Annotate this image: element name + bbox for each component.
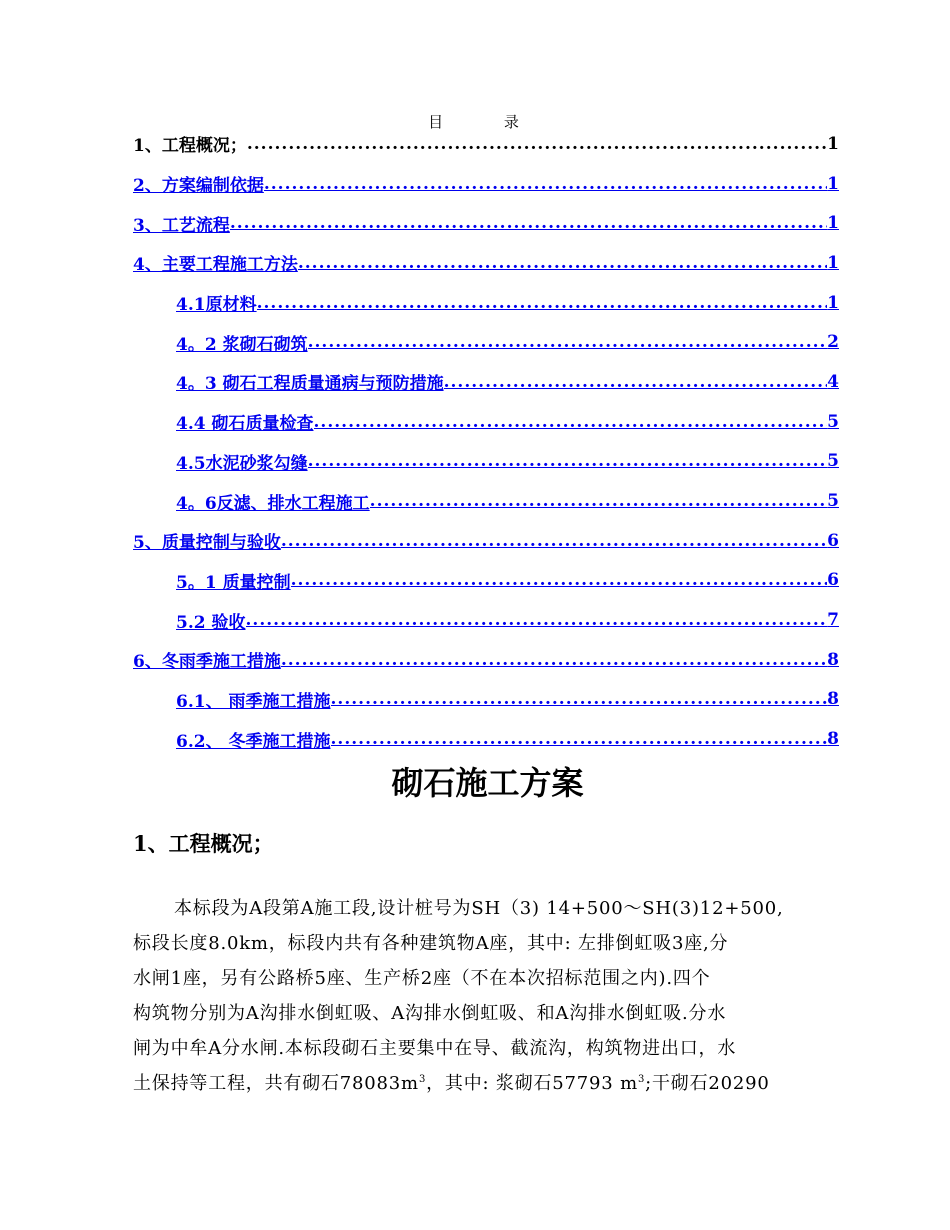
toc-entry-label: 2、方案编制依据 xyxy=(133,176,264,197)
toc-entry-page: 1 xyxy=(827,292,839,313)
toc-dot-leader xyxy=(444,372,828,392)
paragraph-text: ，其中: 浆砌石57793 m xyxy=(426,1073,638,1094)
toc-entry-page: 1 xyxy=(827,213,839,234)
toc-entry-6-1[interactable] xyxy=(133,680,839,720)
toc-dot-leader xyxy=(246,610,828,630)
toc-entry-label: 6.2、 冬季施工措施 xyxy=(176,731,331,752)
toc-entry-label: 4。3 砌石工程质量通病与预防措施 xyxy=(176,374,444,395)
section-heading-overview: 1、工程概况； xyxy=(133,831,274,856)
paragraph-line-last xyxy=(133,1066,843,1101)
paragraph-text: 土保持等工程，共有砌石78083m xyxy=(133,1073,419,1094)
toc-entry-label: 3、工艺流程 xyxy=(133,215,230,236)
toc-entry-page: 4 xyxy=(827,371,839,392)
toc-dot-leader xyxy=(230,213,827,233)
toc-dot-leader xyxy=(331,729,828,749)
toc-entry-label: 4。2 浆砌石砌筑 xyxy=(176,334,308,355)
toc-entry-6-2[interactable] xyxy=(133,719,839,759)
toc-entry-4-3[interactable] xyxy=(133,362,839,402)
toc-dot-leader xyxy=(370,491,827,511)
toc-entry-page: 5 xyxy=(827,411,839,432)
toc-entry-6[interactable] xyxy=(133,640,839,680)
toc-entry-page: 7 xyxy=(827,610,839,631)
toc-entry-5-1[interactable] xyxy=(133,561,839,601)
toc-entry-label: 5。1 质量控制 xyxy=(176,572,291,593)
toc-entry-1[interactable] xyxy=(133,124,839,164)
toc-entry-page: 2 xyxy=(827,332,839,353)
toc-entry-5[interactable] xyxy=(133,521,839,561)
toc-entry-4-5[interactable] xyxy=(133,442,839,482)
paragraph-text: ;干砌石20290 xyxy=(645,1073,770,1094)
overview-paragraph xyxy=(133,891,843,1101)
toc-entry-4[interactable] xyxy=(133,243,839,283)
toc-entry-4-2[interactable] xyxy=(133,322,839,362)
toc-entry-page: 6 xyxy=(827,570,839,591)
toc-entry-page: 5 xyxy=(827,451,839,472)
toc-dot-leader xyxy=(331,689,828,709)
toc-entry-label: 4。6反滤、排水工程施工 xyxy=(176,493,370,514)
toc-entry-label: 5、质量控制与验收 xyxy=(133,533,281,554)
toc-entry-label: 5.2 验收 xyxy=(176,612,246,633)
toc-entry-page: 8 xyxy=(827,689,839,710)
toc-entry-page: 1 xyxy=(827,252,839,273)
toc-dot-leader xyxy=(298,253,827,273)
toc-entry-3[interactable] xyxy=(133,203,839,243)
toc-entry-page: 8 xyxy=(827,649,839,670)
paragraph-line: 标段长度8.0km，标段内共有各种建筑物A座，其中: 左排倒虹吸3座,分 xyxy=(133,933,729,954)
toc-entry-5-2[interactable] xyxy=(133,600,839,640)
toc-entry-page: 1 xyxy=(827,133,839,154)
toc-entry-2[interactable] xyxy=(133,164,839,204)
toc-entry-label: 4.4 砌石质量检查 xyxy=(176,414,314,435)
paragraph-line: 构筑物分别为A沟排水倒虹吸、A沟排水倒虹吸、和A沟排水倒虹吸.分水 xyxy=(133,1003,727,1024)
toc-dot-leader xyxy=(308,451,828,471)
toc-entry-4-4[interactable] xyxy=(133,402,839,442)
paragraph-line: 本标段为A段第A施工段,设计桩号为SH（3) 14+500～SH(3)12+500, xyxy=(174,898,784,919)
toc-entry-label: 4、主要工程施工方法 xyxy=(133,255,298,276)
toc-entry-label: 4.5水泥砂浆勾缝 xyxy=(176,453,308,474)
toc-entry-label: 4.1原材料 xyxy=(176,295,257,316)
toc-dot-leader xyxy=(291,570,828,590)
toc-entry-label: 6、冬雨季施工措施 xyxy=(133,652,281,673)
paragraph-line: 闸为中牟A分水闸.本标段砌石主要集中在导、截流沟，构筑物进出口，水 xyxy=(133,1038,737,1059)
toc-title: 目 录 xyxy=(428,113,547,131)
toc-dot-leader xyxy=(257,293,828,313)
toc-dot-leader xyxy=(264,174,827,194)
toc-entry-page: 8 xyxy=(827,729,839,750)
toc-entry-label: 6.1、 雨季施工措施 xyxy=(176,691,331,712)
toc-entry-page: 1 xyxy=(827,173,839,194)
toc-dot-leader xyxy=(281,531,827,551)
document-title: 砌石施工方案 xyxy=(391,764,584,802)
toc-dot-leader xyxy=(281,650,827,670)
toc-entry-page: 6 xyxy=(827,530,839,551)
toc-entry-4-1[interactable] xyxy=(133,283,839,323)
superscript: 3 xyxy=(637,1074,646,1085)
toc-dot-leader xyxy=(314,412,828,432)
toc-dot-leader xyxy=(308,332,828,352)
paragraph-line: 水闸1座，另有公路桥5座、生产桥2座（不在本次招标范围之内).四个 xyxy=(133,968,711,989)
toc-entry-page: 5 xyxy=(827,491,839,512)
superscript: 3 xyxy=(418,1074,427,1085)
toc-entry-4-6[interactable] xyxy=(133,481,839,521)
toc-dot-leader xyxy=(247,134,827,154)
toc-entry-label: 1、工程概况； xyxy=(133,136,247,157)
table-of-contents xyxy=(133,124,839,759)
